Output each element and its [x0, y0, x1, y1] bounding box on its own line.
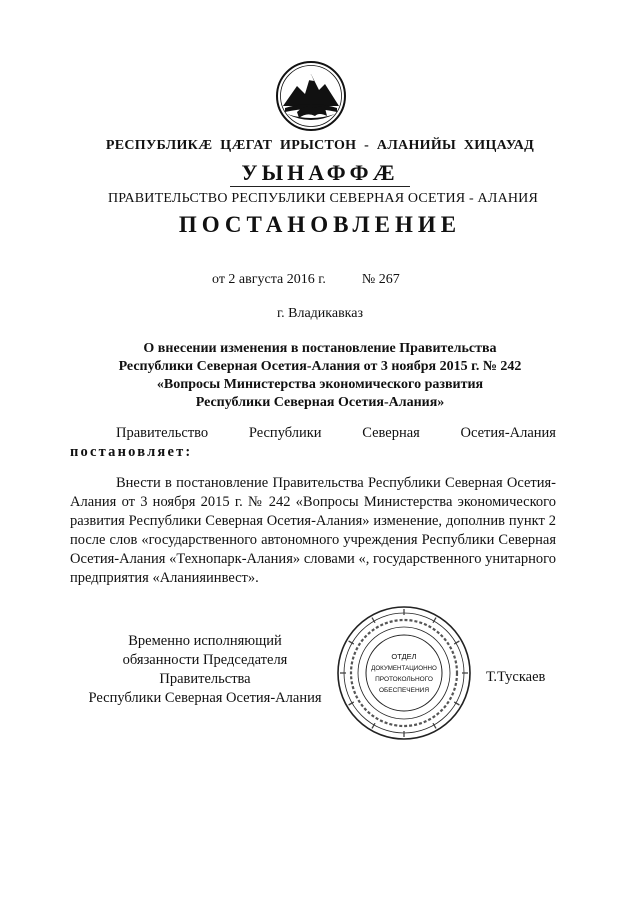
header-divider: [230, 186, 410, 187]
svg-text:ПРОТОКОЛЬНОГО: ПРОТОКОЛЬНОГО: [375, 676, 433, 683]
decree-title: О внесении изменения в постановление Правительства Республики Северная Осетия-Алания от 3 ноября 2015 г. № 242 «Вопросы Министерства экономического развития Республики Северная Осетия-Алания»: [118, 341, 522, 410]
decree-date: от 2 августа 2016 г.: [212, 272, 326, 287]
svg-text:ДОКУМЕНТАЦИОННО: ДОКУМЕНТАЦИОННО: [371, 665, 437, 672]
resolution-paragraph: Внести в постановление Правительства Республики Северная Осетия-Алания от 3 ноября 2015 г. № 242 «Вопросы Министерства экономического развития Республики Северная Осетия-Алания» изменение, дополнив пункт 2 после слов «государственного автономного учреждения Республики Северная Осетия-Алания «Технопарк-Алания» словами «, государственного унитарного предприятия «Аланияинвест».: [70, 475, 556, 586]
header-decree-ossetian: УЫНАФФӔ: [241, 160, 399, 185]
city: г. Владикавказ: [276, 306, 364, 321]
document-type-title: ПОСТАНОВЛЕНИЕ: [178, 212, 462, 237]
date-line: [212, 272, 400, 288]
resolution-intro: Правительство Республики Северная Осетия-Алания постановляет:: [70, 425, 556, 460]
official-seal-stamp: [335, 604, 473, 742]
svg-text:ОБЕСПЕЧЕНИЯ: ОБЕСПЕЧЕНИЯ: [378, 687, 430, 694]
svg-text:ОТДЕЛ: ОТДЕЛ: [391, 652, 417, 661]
signatory-name: Т.Тускаев: [486, 669, 546, 685]
signatory-position: Временно исполняющий обязанности Председателя Правительства Республики Северная Осетия-Алания: [88, 633, 322, 706]
decree-number: № 267: [361, 272, 400, 287]
header-republic-ossetian: РЕСПУБЛИКӔ ЦӔГАТ ИРЫСТОН - АЛАНИЙЫ ХИЦАУАД: [105, 138, 535, 153]
header-government-russian: ПРАВИТЕЛЬСТВО РЕСПУБЛИКИ СЕВЕРНАЯ ОСЕТИЯ - АЛАНИЯ: [107, 191, 539, 206]
coat-of-arms-emblem: [275, 60, 347, 132]
